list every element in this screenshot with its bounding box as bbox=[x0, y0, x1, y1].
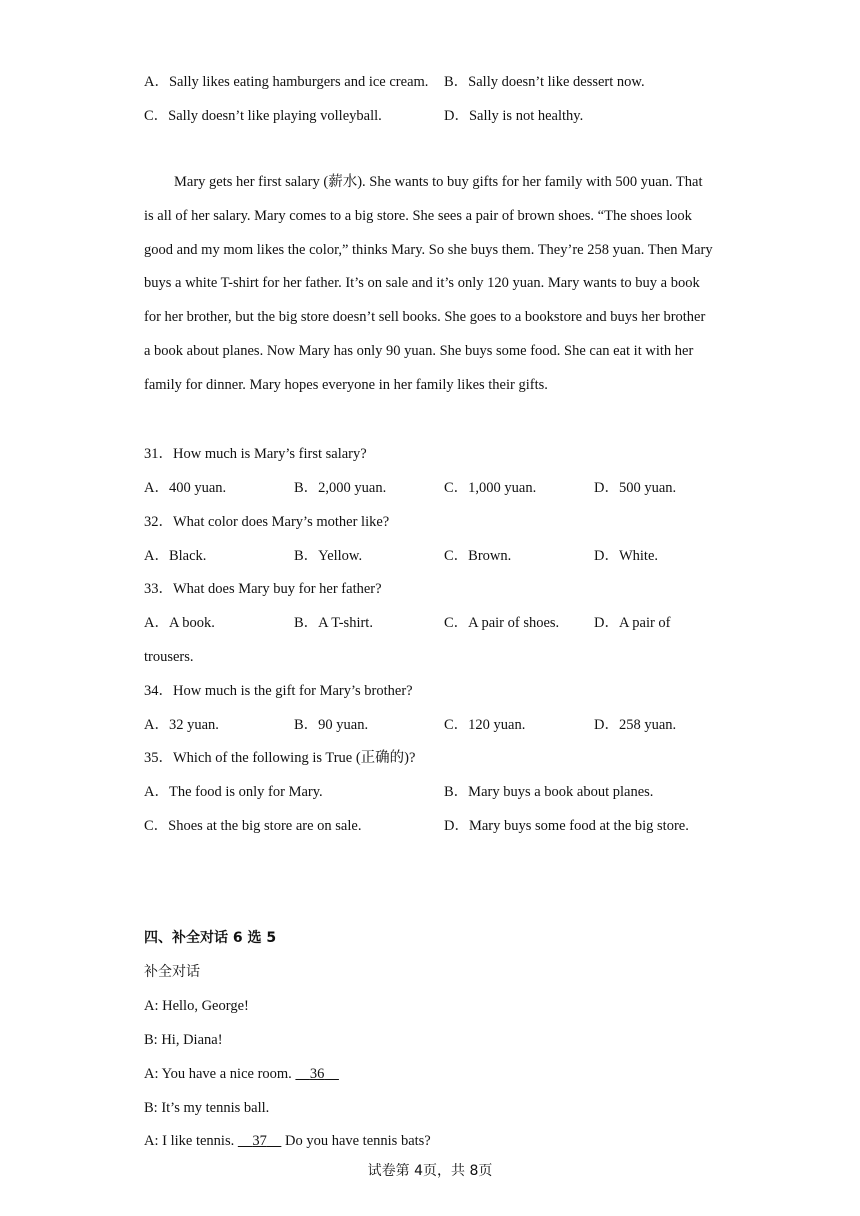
blank-number: 37 bbox=[252, 1133, 267, 1149]
q32-option-a: A．Black. bbox=[144, 548, 207, 564]
question-31: 31．How much is Mary’s first salary? bbox=[144, 446, 367, 462]
dialogue-line bbox=[144, 1131, 431, 1151]
blank-number: 36 bbox=[309, 1066, 325, 1082]
question-35: 35．Which of the following is True (正确的)? bbox=[144, 750, 416, 766]
blank-36 bbox=[295, 1066, 339, 1082]
question-32: 32．What color does Mary’s mother like? bbox=[144, 514, 390, 530]
question-33: 33．What does Mary buy for her father? bbox=[144, 581, 382, 597]
option-b: B．Sally doesn’t like dessert now. bbox=[444, 74, 645, 90]
option-a: A．Sally likes eating hamburgers and ice cream. bbox=[144, 74, 429, 90]
section-subheading: 补全对话 bbox=[144, 964, 200, 980]
question-34: 34．How much is the gift for Mary’s brother? bbox=[144, 683, 413, 699]
blank-37 bbox=[238, 1133, 282, 1149]
q31-option-a: A．400 yuan. bbox=[144, 480, 227, 496]
q35-option-c: C．Shoes at the big store are on sale. bbox=[144, 818, 362, 834]
q32-option-c: C．Brown. bbox=[444, 548, 512, 564]
q32-option-b: B．Yellow. bbox=[294, 548, 363, 564]
dialogue-line bbox=[144, 1064, 339, 1084]
q33-option-a: A．A book. bbox=[144, 615, 215, 631]
dialogue-line: B: It’s my tennis ball. bbox=[144, 1100, 270, 1116]
q34-option-a: A．32 yuan. bbox=[144, 717, 219, 733]
q33-option-d-continued: trousers. bbox=[144, 649, 194, 665]
q34-option-d: D．258 yuan. bbox=[594, 717, 677, 733]
section-heading: 四、补全对话 6 选 5 bbox=[144, 930, 277, 946]
q31-option-c: C．1,000 yuan. bbox=[444, 480, 537, 496]
dialogue-text: A: I like tennis. bbox=[144, 1133, 235, 1149]
q34-option-c: C．120 yuan. bbox=[444, 717, 526, 733]
q31-option-b: B．2,000 yuan. bbox=[294, 480, 387, 496]
dialogue-line: B: Hi, Diana! bbox=[144, 1032, 223, 1048]
q32-option-d: D．White. bbox=[594, 548, 659, 564]
passage-text: Mary gets her first salary (薪水). She wants to buy gifts for her family with 500 yuan. That is all of her salary. Mary comes to a big store. She sees a pair of brown shoes. “The shoes look good and my mom likes the color,” thinks Mary. So she buys them. They’re 258 yuan. Then Mary buys a white T-shirt for her father. It’s on sale and it’s only 120 yuan. Mary wants to buy a book for her brother, but the big store doesn’t sell books. She goes to a bookstore and buys her brother a book about planes. Now Mary has only 90 yuan. She buys some food. She can eat it with her family for dinner. Mary hopes everyone in her family likes their gifts. bbox=[144, 174, 713, 393]
dialogue-line: A: Hello, George! bbox=[144, 998, 249, 1014]
option-c: C．Sally doesn’t like playing volleyball. bbox=[144, 108, 382, 124]
dialogue-text: A: You have a nice room. bbox=[144, 1066, 292, 1082]
reading-passage bbox=[144, 166, 714, 403]
page-footer: 试卷第 4页，共 8页 bbox=[367, 1163, 493, 1179]
q35-option-d: D．Mary buys some food at the big store. bbox=[444, 818, 689, 834]
q35-option-a: A．The food is only for Mary. bbox=[144, 784, 323, 800]
option-d: D．Sally is not healthy. bbox=[444, 108, 584, 124]
q35-option-b: B．Mary buys a book about planes. bbox=[444, 784, 654, 800]
q33-option-c: C．A pair of shoes. bbox=[444, 615, 560, 631]
q31-option-d: D．500 yuan. bbox=[594, 480, 677, 496]
dialogue-text-after: Do you have tennis bats? bbox=[284, 1133, 431, 1149]
q34-option-b: B．90 yuan. bbox=[294, 717, 369, 733]
q33-option-b: B．A T-shirt. bbox=[294, 615, 373, 631]
q33-option-d: D．A pair of bbox=[594, 615, 671, 631]
